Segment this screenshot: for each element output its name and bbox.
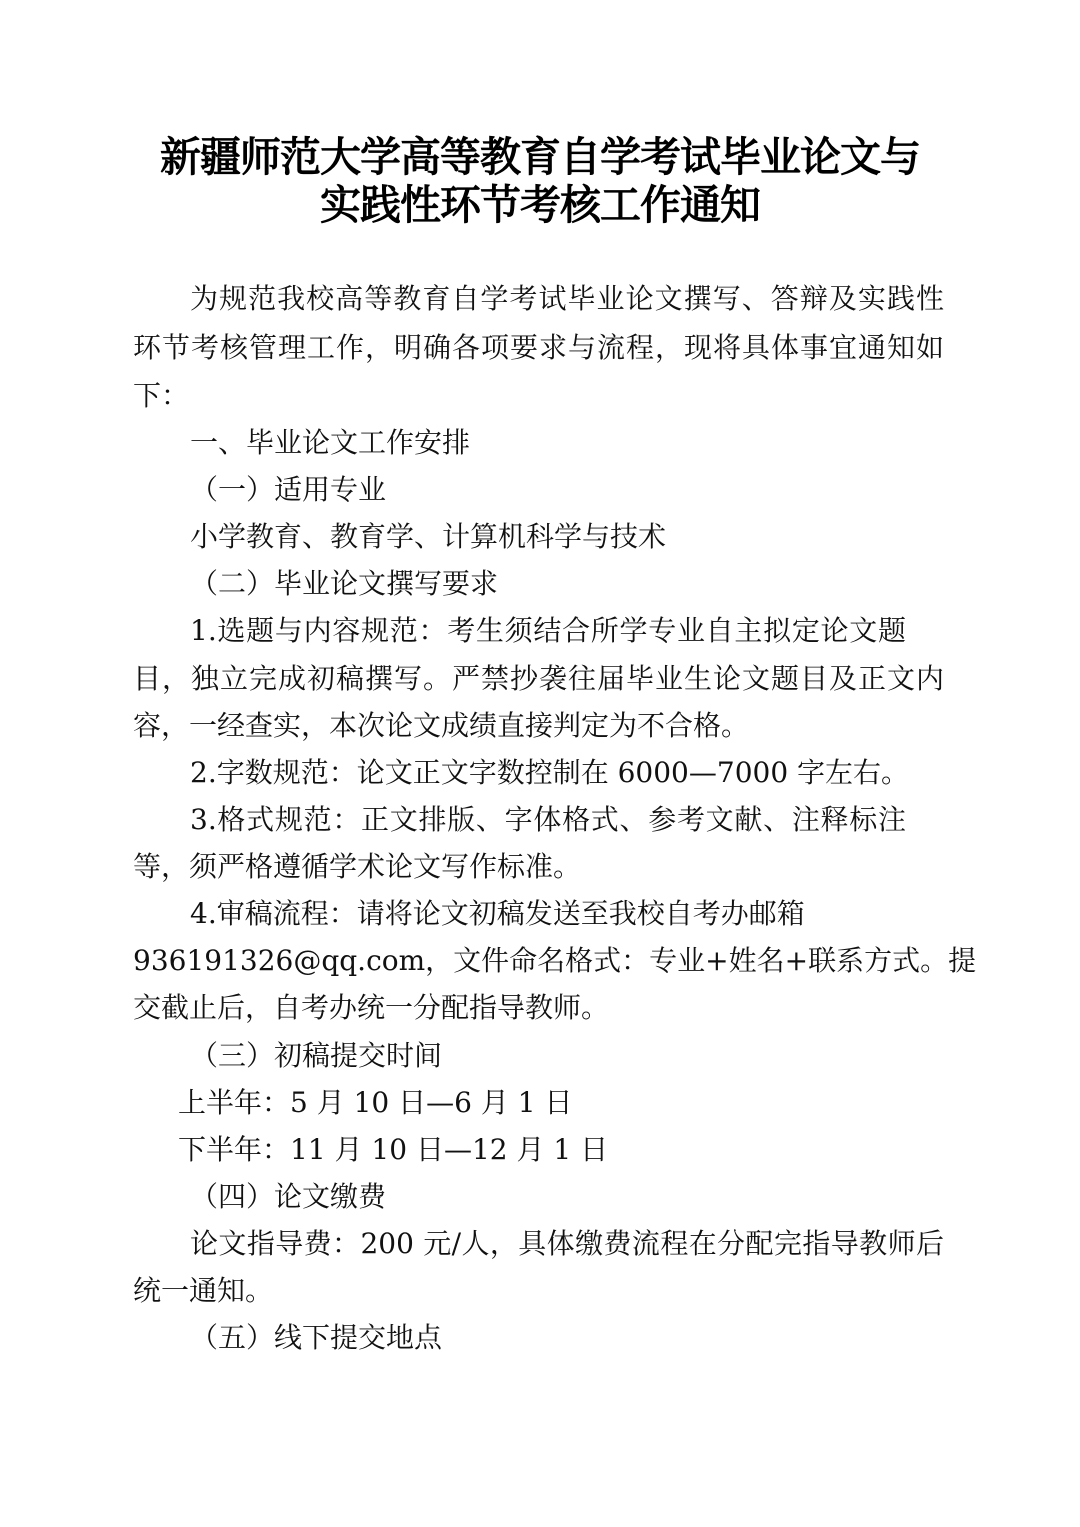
requirement-1-line-1: 1.选题与内容规范：考生须结合所学专业自主拟定论文题 <box>190 614 906 647</box>
requirement-3-line-1: 3.格式规范：正文排版、字体格式、参考文献、注释标注 <box>190 803 906 836</box>
section-1-heading: 一、毕业论文工作安排 <box>190 426 471 459</box>
intro-line-1: 为规范我校高等教育自学考试毕业论文撰写、答辩及实践性 <box>190 282 944 315</box>
subsection-5-heading: （五）线下提交地点 <box>190 1321 443 1354</box>
subsection-3-heading: （三）初稿提交时间 <box>190 1039 443 1072</box>
second-half-dates: 下半年：11 月 10 日—12 月 1 日 <box>178 1133 609 1166</box>
subsection-1-heading: （一）适用专业 <box>190 473 387 506</box>
applicable-majors: 小学教育、教育学、计算机科学与技术 <box>190 520 667 553</box>
fee-line-1: 论文指导费：200 元/人，具体缴费流程在分配完指导教师后 <box>190 1227 944 1260</box>
requirement-1-line-3: 容，一经查实，本次论文成绩直接判定为不合格。 <box>133 709 750 742</box>
requirement-4-line-3: 交截止后，自考办统一分配指导教师。 <box>133 991 610 1024</box>
subsection-2-heading: （二）毕业论文撰写要求 <box>190 567 499 600</box>
fee-line-2: 统一通知。 <box>133 1274 274 1307</box>
document-title-line-2: 实践性环节考核工作通知 <box>320 181 760 229</box>
requirement-3-line-2: 等，须严格遵循学术论文写作标准。 <box>133 850 582 883</box>
requirement-1-line-2: 目，独立完成初稿撰写。严禁抄袭往届毕业生论文题目及正文内 <box>133 662 944 695</box>
requirement-4-line-1: 4.审稿流程：请将论文初稿发送至我校自考办邮箱 <box>190 897 805 930</box>
document-title-line-1: 新疆师范大学高等教育自学考试毕业论文与 <box>160 133 920 181</box>
intro-line-2: 环节考核管理工作，明确各项要求与流程，现将具体事宜通知如 <box>133 331 944 364</box>
requirement-4-line-2: 936191326@qq.com，文件命名格式：专业+姓名+联系方式。提 <box>133 944 977 977</box>
first-half-dates: 上半年：5 月 10 日—6 月 1 日 <box>178 1086 573 1119</box>
subsection-4-heading: （四）论文缴费 <box>190 1180 387 1213</box>
requirement-2: 2.字数规范：论文正文字数控制在 6000—7000 字左右。 <box>190 756 910 789</box>
intro-line-3: 下： <box>133 379 190 412</box>
